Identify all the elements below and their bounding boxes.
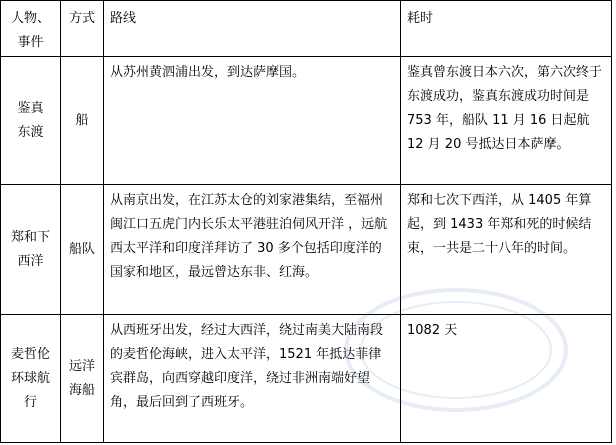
header-mode: 方式 (61, 1, 104, 57)
row-route: 从南京出发，在江苏太仓的刘家港集结，至福州闽江口五虎门内长乐太平港驻泊伺风开洋 ，远航西太平洋和印度洋拜访了 30 多个包括印度洋的国家和地区，最远曾达东非、红海。 (104, 185, 401, 315)
header-row (1, 1, 612, 57)
row-subject: 鉴真 东渡 (1, 57, 61, 185)
table-row (1, 57, 612, 185)
header-duration: 耗时 (401, 1, 612, 57)
header-subject: 人物、 事件 (1, 1, 61, 57)
row-route: 从西班牙出发，经过大西洋，绕过南美大陆南段的麦哲伦海峡，进入太平洋，1521 年抵达菲律宾群岛，向西穿越印度洋，绕过非洲南端好望角，最后回到了西班牙。 (104, 315, 401, 443)
row-duration: 郑和七次下西洋，从 1405 年算起，到 1433 年郑和死的时候结束，一共是二十八年的时间。 (401, 185, 612, 315)
row-mode: 船 (61, 57, 104, 185)
row-duration: 鉴真曾东渡日本六次，第六次终于东渡成功，鉴真东渡成功时间是 753 年，船队 11 月 16 日起航 12 月 20 号抵达日本萨摩。 (401, 57, 612, 185)
row-mode: 远洋 海船 (61, 315, 104, 443)
table-row (1, 315, 612, 443)
row-subject: 麦哲伦 环球航 行 (1, 315, 61, 443)
row-subject: 郑和下 西洋 (1, 185, 61, 315)
row-mode: 船队 (61, 185, 104, 315)
row-route: 从苏州黄泗浦出发，到达萨摩国。 (104, 57, 401, 185)
table-row (1, 185, 612, 315)
row-duration: 1082 天 (401, 315, 612, 443)
header-route: 路线 (104, 1, 401, 57)
